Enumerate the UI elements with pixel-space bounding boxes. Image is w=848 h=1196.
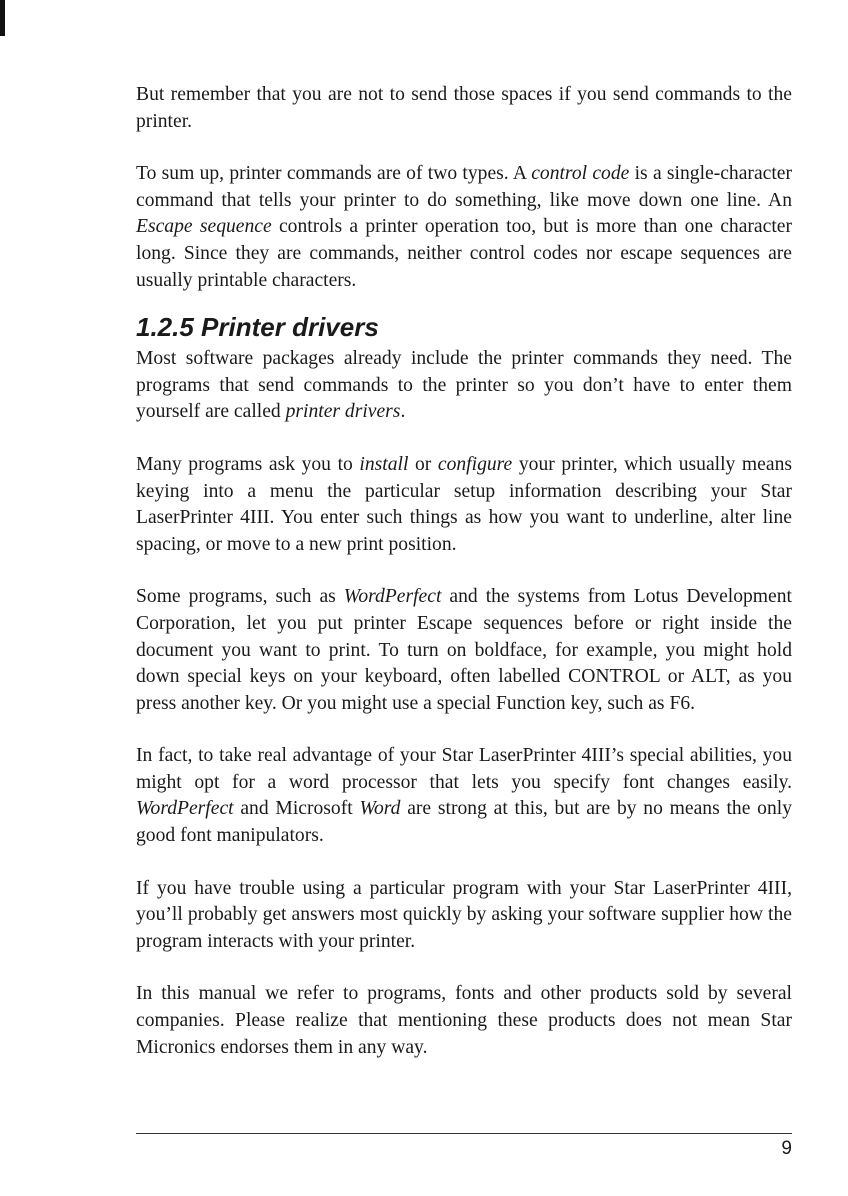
text-run: or <box>408 453 438 475</box>
text-run: are strong at this, but are by no means the only good font manipulators. <box>136 798 792 847</box>
section-heading: 1.2.5 Printer drivers <box>136 312 379 343</box>
paragraph-printer-drivers <box>136 346 792 426</box>
paragraph-disclaimer: In this manual we refer to programs, fonts and other products sold by several companies. Please realize that mentioning these products does not mean Star Micronics endorses them in any way. <box>136 983 792 1058</box>
text-run: controls a printer operation too, but is more than one character long. Since they are commands, neither control codes nor escape sequences are usually printable characters. <box>136 216 792 291</box>
text-run: and the systems from Lotus Development Corporation, let you put printer Escape sequences before or right inside the document you want to print. To turn on boldface, for example, you might hold down special keys on your keyboard, often labelled CONTROL or ALT, as you press another key. Or you might use a special Function key, such as F6. <box>136 586 792 714</box>
page-body <box>136 82 792 1061</box>
text-run: . <box>400 401 406 423</box>
text-run: and Microsoft <box>233 798 360 820</box>
text-run: Many programs ask you to <box>136 453 360 475</box>
text-run: Most software packages already include the printer commands they need. The programs that send commands to the printer so you don’t have to enter them yourself are called <box>136 348 792 423</box>
term-printer-drivers: printer drivers <box>285 401 401 423</box>
paragraph-trouble: If you have trouble using a particular program with your Star LaserPrinter 4III, you’ll probably get answers most quickly by asking your software supplier how the program interacts with your printer. <box>136 877 792 952</box>
text-run: In fact, to take real advantage of your Star LaserPrinter 4III’s special abilities, you might opt for a word processor that lets you specify font changes easily. <box>136 745 792 793</box>
text-run: Some programs, such as <box>136 586 344 608</box>
scan-edge-mark <box>0 0 5 36</box>
text-run: To sum up, printer commands are of two types. A <box>136 163 532 185</box>
term-install: install <box>359 453 409 475</box>
term-escape-sequence: Escape sequence <box>136 216 272 238</box>
text-run: your printer, which usually means keying into a menu the particular setup information describing your Star LaserPrinter 4III. You enter such things as how you want to underline, alter line spacing, or move to a new print position. <box>136 453 792 555</box>
paragraph-command-types <box>136 161 792 294</box>
paragraph-install-configure <box>136 452 792 558</box>
footer-rule <box>136 1133 792 1134</box>
term-wordperfect: WordPerfect <box>136 798 234 820</box>
paragraph-escape-in-document <box>136 584 792 717</box>
term-control-code: control code <box>531 163 630 185</box>
paragraph-word-processor <box>136 743 792 849</box>
text-run: is a single-character command that tells your printer to do something, like move down one line. An <box>136 163 793 211</box>
paragraph-continuation: But remember that you are not to send those spaces if you send commands to the printer. <box>136 84 792 132</box>
term-word: Word <box>359 798 401 820</box>
term-configure: configure <box>437 453 513 475</box>
term-wordperfect: WordPerfect <box>343 586 442 608</box>
page-number: 9 <box>781 1138 792 1159</box>
